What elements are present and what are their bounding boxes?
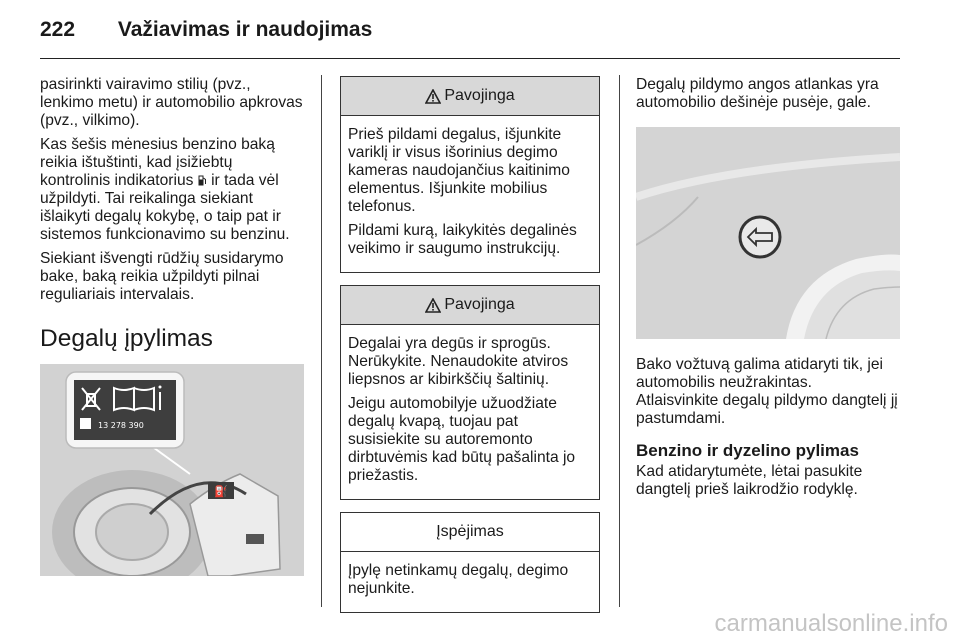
warning-triangle-icon [425,298,441,313]
section-title: Degalų įpylimas [40,325,213,352]
danger-box-body [341,116,599,272]
paragraph: Įpylę netinkamų degalų, degimo nejunkite. [348,562,569,597]
paragraph: Atlaisvinkite degalų pildymo dangtelį jį pastumdami. [636,392,898,427]
paragraph-text: Kas šešis mėnesius benzino baką reikia ištuštinti, kad įsižiebtų kontrolinis indikatorius [40,136,275,189]
page-number: 222 [40,18,76,41]
fuel-pump-icon [198,175,207,186]
paragraph-text: ir tada vėl užpildyti. Tai reikalinga siekiant išlaikyti degalų kokybę, o taip pat ir sistemos funkcionavimo su benzinu. [40,172,290,243]
danger-box-body [341,325,599,499]
filler-flap-location-illustration [636,127,900,339]
column-left [40,76,304,576]
fuel-filler-flap-illustration [40,364,304,576]
paragraph: Bako vožtuvą galima atidaryti tik, jei automobilis neužrakintas. [636,356,884,391]
page-header [40,18,372,42]
column-divider-1 [321,75,322,607]
paragraph: Prieš pildami degalus, išjunkite variklį ir visus išorinius degimo kameras naudojančius kaitinimo elementus. Išjunkite mobilius telefonus. [348,126,570,215]
paragraph: Siekiant išvengti rūdžių susidarymo bake, baką reikia užpildyti pilnai reguliariais intervalais. [40,250,284,303]
caution-box [340,512,600,613]
paragraph: pasirinkti vairavimo stilių (pvz., lenkimo metu) ir automobilio apkrovas (pvz., vilkimo). [40,76,303,129]
warning-triangle-icon [425,89,441,104]
danger-box-title: Pavojinga [444,296,515,313]
paragraph: Degalai yra degūs ir sprogūs. Nerūkykite. Nenaudokite atviros liepsnos ar kibirkščių šaltinių. [348,335,569,388]
svg-text:⛽: ⛽ [214,485,228,498]
caution-box-title: Įspėjimas [436,523,504,540]
paragraph: Jeigu automobilyje užuodžiate degalų kvapą, tuojau pat susisiekite su autoremonto dirbtuvėmis kad būtų pašalinta jo priežastis. [348,395,576,484]
caution-box-header [341,513,599,552]
header-rule [40,58,900,59]
paragraph: Degalų pildymo angos atlankas yra automobilio dešinėje pusėje, gale. [636,76,879,111]
column-middle [340,76,600,625]
column-right [636,76,900,505]
paragraph: Kad atidarytumėte, lėtai pasukite dangtelį prieš laikrodžio rodyklę. [636,463,863,498]
danger-box-title: Pavojinga [444,87,515,104]
chapter-title: Važiavimas ir naudojimas [117,18,373,41]
caution-box-body [341,552,599,612]
paragraph: Pildami kurą, laikykitės degalinės veikimo ir saugumo instrukcijų. [348,222,577,257]
danger-box-1 [340,76,600,273]
danger-box-2 [340,285,600,500]
subsection-title: Benzino ir dyzelino pylimas [636,441,859,460]
paragraph-with-icon [40,136,304,244]
danger-box-header [341,286,599,325]
label-part-number: 13 278 390 [98,421,144,430]
column-divider-2 [619,75,620,607]
watermark: carmanualsonline.info [714,610,948,637]
danger-box-header [341,77,599,116]
